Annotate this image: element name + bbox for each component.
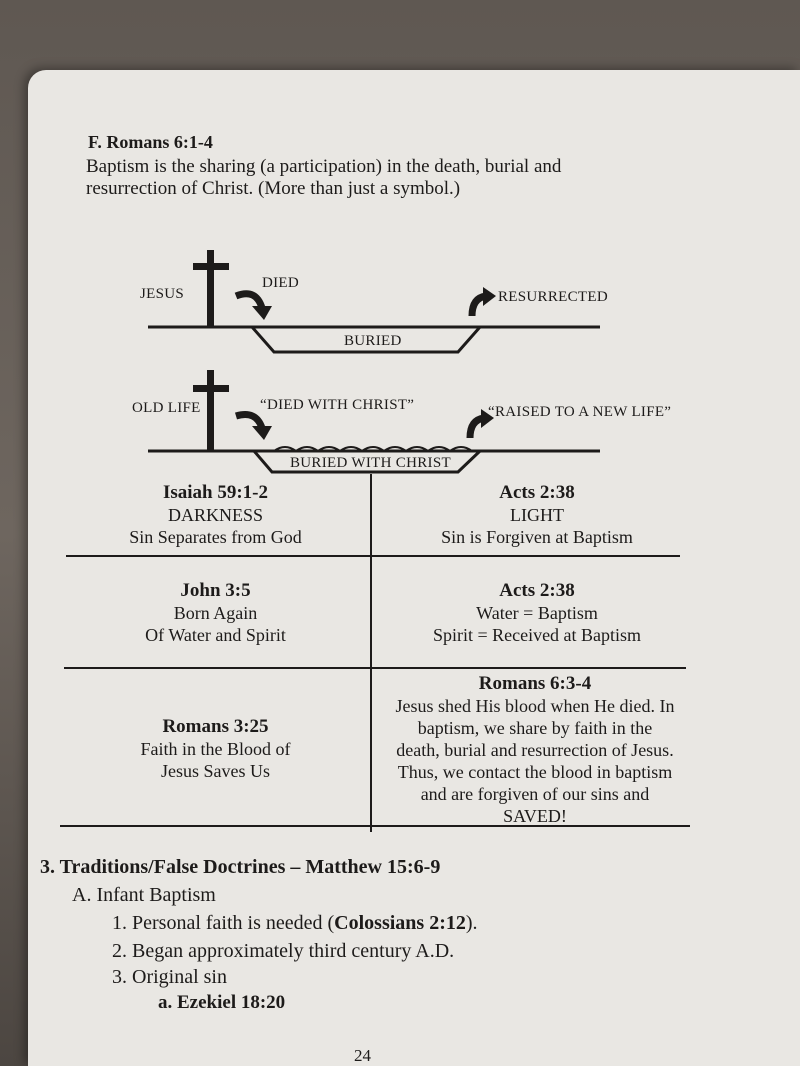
table-divider-vertical [370, 474, 372, 832]
outline-sub-3a: a. Ezekiel 18:20 [158, 992, 286, 1013]
cell-line: DARKNESS [167, 505, 264, 525]
curved-down-arrow-icon [236, 294, 272, 320]
page-number: 24 [354, 1046, 371, 1065]
scripture-reference: John 3:5 [180, 580, 251, 601]
scripture-reference: Isaiah 59:1-2 [162, 482, 269, 503]
book-page [28, 70, 800, 1066]
cell-line: Sin Separates from God [129, 527, 302, 547]
outline-sub-3: 3. Original sin [112, 966, 227, 988]
intro-line-1: Baptism is the sharing (a participation) in the death, burial and [86, 156, 562, 177]
table-cell [88, 482, 343, 548]
cell-line: Spirit = Received at Baptism [432, 625, 642, 645]
outline-sub-1 [112, 912, 478, 935]
buried-label: BURIED [344, 333, 402, 349]
cell-line: death, burial and resurrection of Jesus. [396, 740, 674, 760]
jesus-label: JESUS [140, 286, 185, 302]
table-divider-row-1 [66, 555, 680, 557]
cell-line: Of Water and Spirit [145, 625, 286, 645]
scripture-reference: Romans 3:25 [162, 716, 269, 737]
table-cell [88, 716, 343, 782]
scripture-reference: Acts 2:38 [499, 580, 575, 601]
table-divider-row-2 [64, 667, 686, 669]
cell-line: Sin is Forgiven at Baptism [441, 527, 633, 547]
outline-sub-1-end: ). [465, 912, 478, 934]
table-cell [402, 482, 672, 548]
outline-sub-2: 2. Began approximately third century A.D. [112, 940, 455, 962]
table-cell [376, 673, 694, 827]
curved-down-arrow-icon [236, 415, 272, 441]
died-with-christ-label: “DIED WITH CHRIST” [260, 397, 415, 413]
outline-item-a: A. Infant Baptism [72, 884, 216, 906]
buried-with-christ-label: BURIED WITH CHRIST [290, 455, 451, 471]
scripture-reference: Acts 2:38 [499, 482, 575, 503]
cell-line: Born Again [173, 603, 258, 623]
cross-icon [193, 250, 229, 328]
cell-line: LIGHT [510, 505, 564, 525]
cell-line: Water = Baptism [476, 603, 598, 623]
table-cell [88, 580, 343, 646]
scripture-reference: Romans 6:3-4 [478, 673, 592, 694]
cell-line: Thus, we contact the blood in baptism [397, 762, 673, 782]
curved-up-arrow-icon [472, 287, 496, 316]
burial-diagram [28, 70, 800, 490]
table-cell [402, 580, 672, 646]
cell-line: baptism, we share by faith in the [417, 718, 653, 738]
cell-line: SAVED! [503, 806, 567, 826]
old-life-label: OLD LIFE [132, 400, 201, 416]
cell-line: Faith in the Blood of [140, 739, 291, 759]
outline-sub-1-text: 1. Personal faith is needed ( [112, 912, 335, 934]
outline-item-3: 3. Traditions/False Doctrines – Matthew 15:6-9 [40, 856, 441, 878]
died-label: DIED [262, 275, 300, 291]
intro-line-2: resurrection of Christ. (More than just a symbol.) [86, 178, 461, 199]
cell-line: Jesus shed His blood when He died. In [395, 696, 675, 716]
cell-line: and are forgiven of our sins and [420, 784, 650, 804]
resurrected-label: RESURRECTED [498, 289, 608, 305]
raised-new-life-label: “RAISED TO A NEW LIFE” [488, 404, 672, 420]
outline-sub-1-ref: Colossians 2:12 [334, 912, 466, 934]
cell-line: Jesus Saves Us [160, 761, 270, 781]
section-heading: F. Romans 6:1-4 [88, 132, 213, 152]
